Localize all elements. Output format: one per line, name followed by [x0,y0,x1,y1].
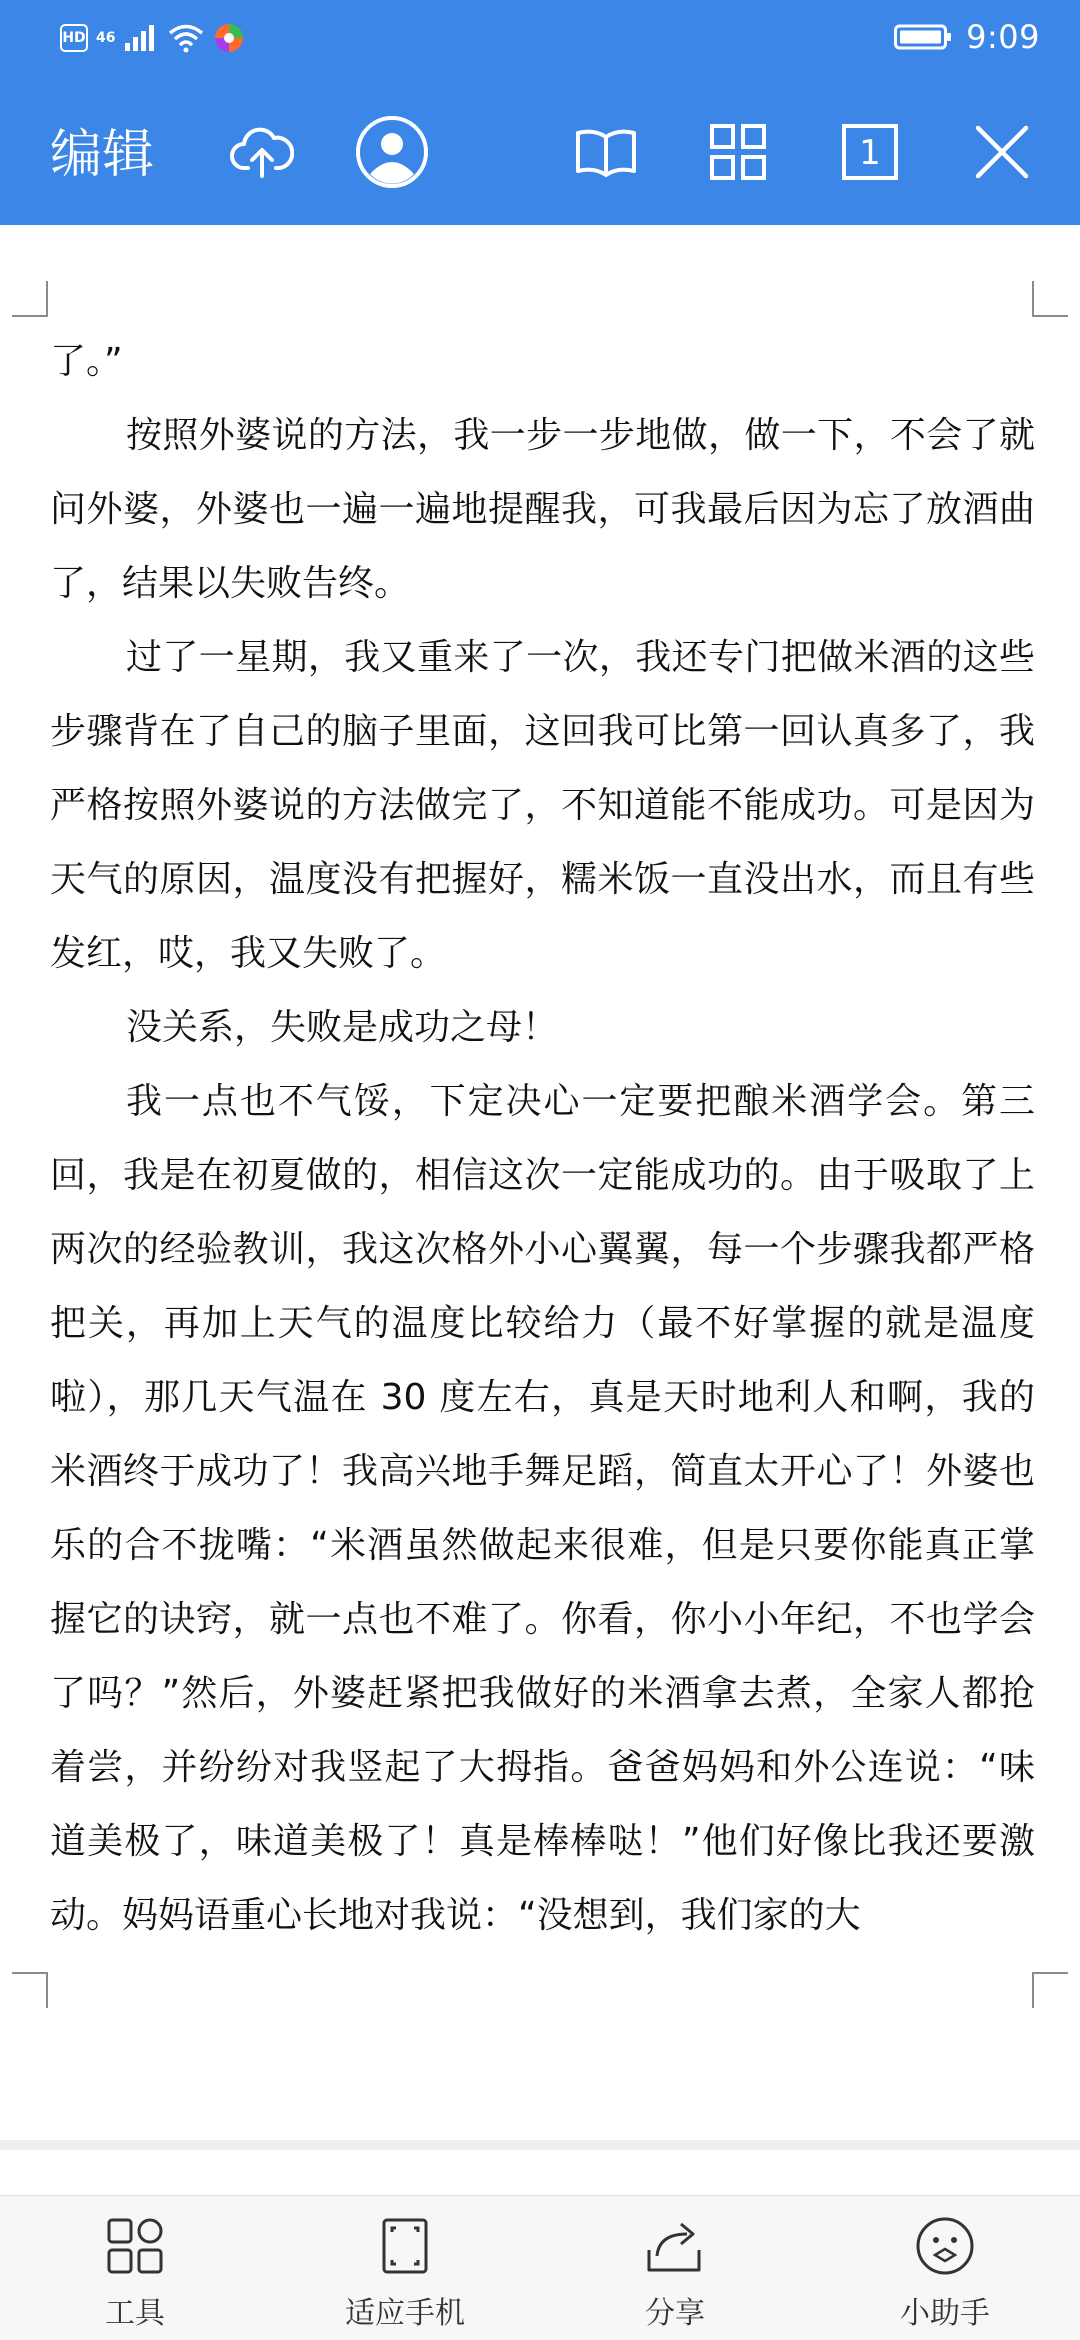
user-avatar-icon [354,114,430,190]
share-label: 分享 [645,2296,705,2331]
cloud-upload-button[interactable] [222,112,302,192]
tools-grid-icon [103,2214,167,2278]
fit-phone-label: 适应手机 [345,2296,465,2331]
paragraph: 过了一星期，我又重来了一次，我还专门把做米酒的这些步骤背在了自己的脑子里面，这回我可比第一回认真多了，我严格按照外婆说的方法做完了，不知道能不能成功。可是因为天气的原因，温度没有把握好，糯米饭一直没出水，而且有些发红，哎，我又失败了。 [50,637,1035,974]
assistant-button[interactable] [810,2196,1080,2340]
grid-icon [709,123,767,181]
thumbnails-button[interactable] [698,112,778,192]
paragraph: 没关系，失败是成功之母！ [126,1007,559,1048]
signal-icon [123,23,159,53]
status-right-group [894,18,1040,56]
page-divider [0,2140,1080,2150]
status-left-group [60,22,245,54]
margin-corner-bottom-right [1032,1972,1068,2008]
margin-corner-bottom-left [12,1972,48,2008]
assistant-face-icon [913,2214,977,2278]
app-notification-icon [213,22,245,54]
document-page[interactable] [0,225,1080,2145]
toolbar [0,80,1080,225]
close-button[interactable] [962,112,1042,192]
margin-corner-top-right [1032,281,1068,317]
margin-corner-top-left [12,281,48,317]
cloud-upload-icon [230,124,294,180]
page-square-icon [841,123,899,181]
share-icon [643,2214,707,2278]
tools-label: 工具 [105,2296,165,2331]
hd-icon: HD [60,24,88,52]
paragraph: 了。” [50,341,123,382]
assistant-label: 小助手 [900,2296,990,2331]
fit-phone-button[interactable] [270,2196,540,2340]
status-bar [0,0,1080,80]
paragraph: 按照外婆说的方法，我一步一步地做，做一下，不会了就问外婆，外婆也一遍一遍地提醒我，可我最后因为忘了放酒曲了，结果以失败告终。 [50,415,1035,604]
reading-mode-button[interactable] [566,112,646,192]
book-icon [574,127,638,177]
status-time: 9:09 [966,18,1040,56]
battery-icon [894,23,952,51]
wifi-icon [167,23,205,53]
network-type-label: 46 [96,30,116,46]
account-button[interactable] [352,112,432,192]
app-header [0,0,1080,225]
page-indicator: 1 [859,133,881,173]
fit-screen-icon [373,2214,437,2278]
share-button[interactable] [540,2196,810,2340]
edit-button[interactable]: 编辑 [50,125,155,185]
document-text [50,325,1035,1953]
paragraph: 我一点也不气馁，下定决心一定要把酿米酒学会。第三回，我是在初夏做的，相信这次一定能成功的。由于吸取了上两次的经验教训，我这次格外小心翼翼，每一个步骤我都严格把关，再加上天气的温度比较给力（最不好掌握的就是温度啦），那几天气温在 30 度左右，真是天时地利人和啊，我的米酒终于成功了！我高兴地手舞足蹈，简直太开心了！外婆也乐的合不拢嘴：“米酒虽然做起来很难，但是只要你能真正掌握它的诀窍，就一点也不难了。你看，你小小年纪，不也学会了吗？”然后，外婆赶紧把我做好的米酒拿去煮，全家人都抢着尝，并纷纷对我竖起了大拇指。爸爸妈妈和外公连说：“味道美极了，味道美极了！真是棒棒哒！”他们好像比我还要激动。妈妈语重心长地对我说：“没想到，我们家的大 [50,1081,1035,1936]
close-icon [974,124,1030,180]
tools-button[interactable] [0,2196,270,2340]
page-count-button[interactable] [830,112,910,192]
bottom-toolbar [0,2195,1080,2340]
